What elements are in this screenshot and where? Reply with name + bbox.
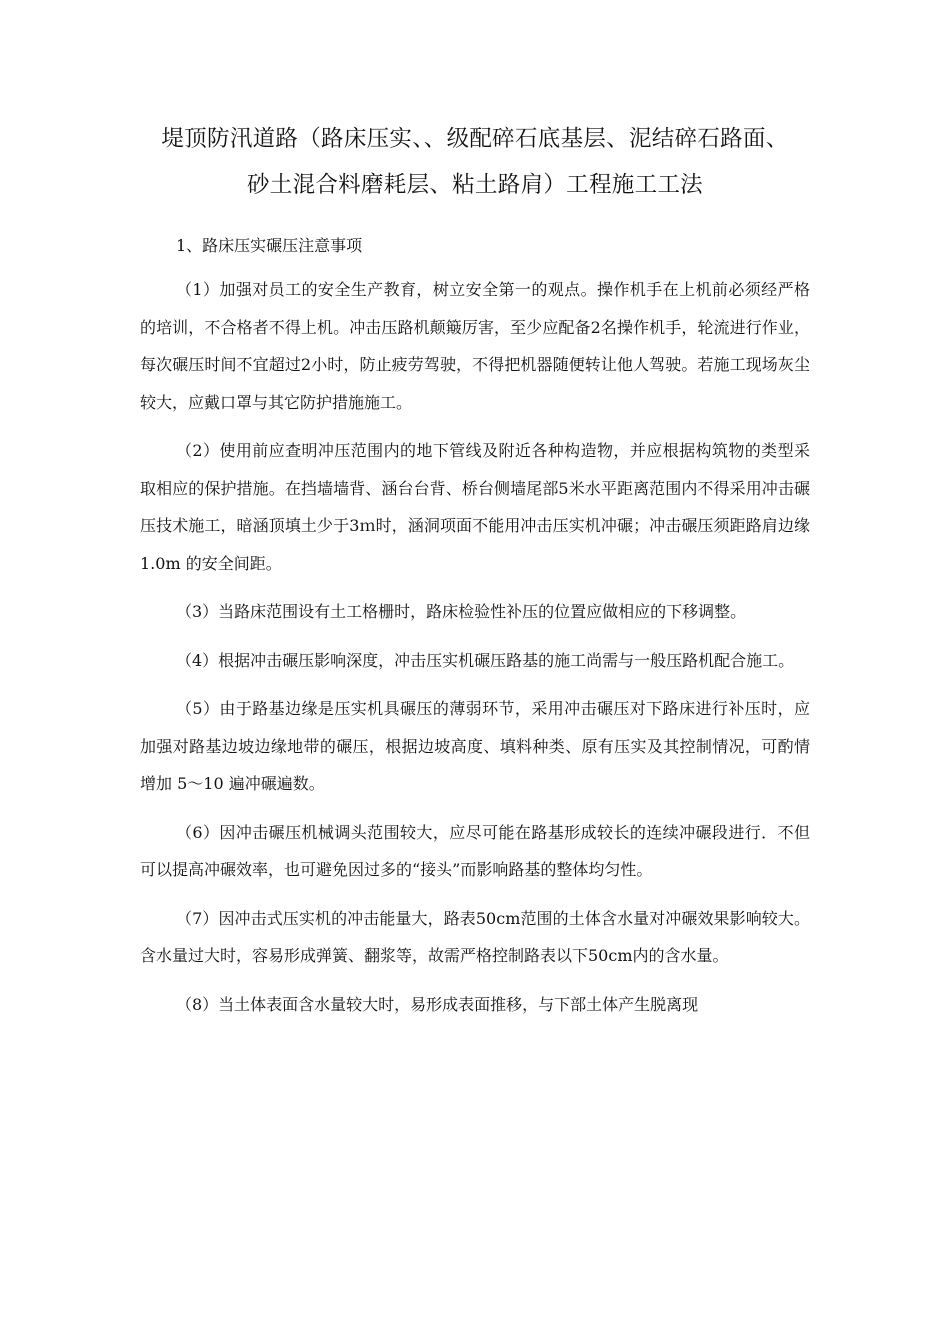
paragraph-3: （3）当路床范围设有土工格栅时，路床检验性补压的位置应做相应的下移调整。 <box>176 602 747 621</box>
paragraph-7: （7）因冲击式压实机的冲击能量大，路表50cm范围的土体含水量对冲碾效果影响较大。含水量过大时，容易形成弹簧、翻浆等，故需严格控制路表以下50cm内的含水量。 <box>140 908 810 965</box>
title-line-1: 堤顶防汛道路（路床压实、、级配碎石底基层、泥结碎石路面、 <box>161 126 789 152</box>
title-line-2: 砂土混合料磨耗层、粘土路肩）工程施工工法 <box>246 172 703 198</box>
document-title <box>140 116 810 208</box>
paragraph-5: （5）由于路基边缘是压实机具碾压的薄弱环节，采用冲击碾压对下路床进行补压时，应加强对路基边坡边缘地带的碾压，根据边坡高度、填料种类、原有压实及其控制情况，可酌情增加 5～10 遍冲碾遍数。 <box>140 699 810 793</box>
paragraph-8: （8）当土体表面含水量较大时，易形成表面推移，与下部土体产生脱离现 <box>176 994 699 1014</box>
paragraph-1: （1）加强对员工的安全生产教育，树立安全第一的观点。操作机手在上机前必须经严格的培训，不合格者不得上机。冲击压路机颠簸厉害，至少应配备2名操作机手，轮流进行作业，每次碾压时间不宜超过2小时，防止疲劳驾驶，不得把机器随便转让他人驾驶。若施工现场灰尘较大，应戴口罩与其它防护措施施工。 <box>140 280 810 412</box>
paragraph-4: （4）根据冲击碾压影响深度，冲击压实机碾压路基的施工尚需与一般压路机配合施工。 <box>176 650 795 670</box>
section-heading: 1、路床压实碾压注意事项 <box>176 236 363 255</box>
paragraph-6: （6）因冲击碾压机械调头范围较大，应尽可能在路基形成较长的连续冲碾段进行．不但可以提高冲碾效率，也可避免因过多的“接头”而影响路基的整体均匀性。 <box>140 822 810 879</box>
paragraph-2: （2）使用前应查明冲压范围内的地下管线及附近各种构造物，并应根据构筑物的类型采取相应的保护措施。在挡墙墙背、涵台台背、桥台侧墙尾部5米水平距离范围内不得采用冲击碾压技术施工，暗涵顶填土少于3ｍ时，涵洞项面不能用冲击压实机冲碾；冲击碾压须距路肩边缘 1.0m 的安全间距。 <box>140 441 810 573</box>
